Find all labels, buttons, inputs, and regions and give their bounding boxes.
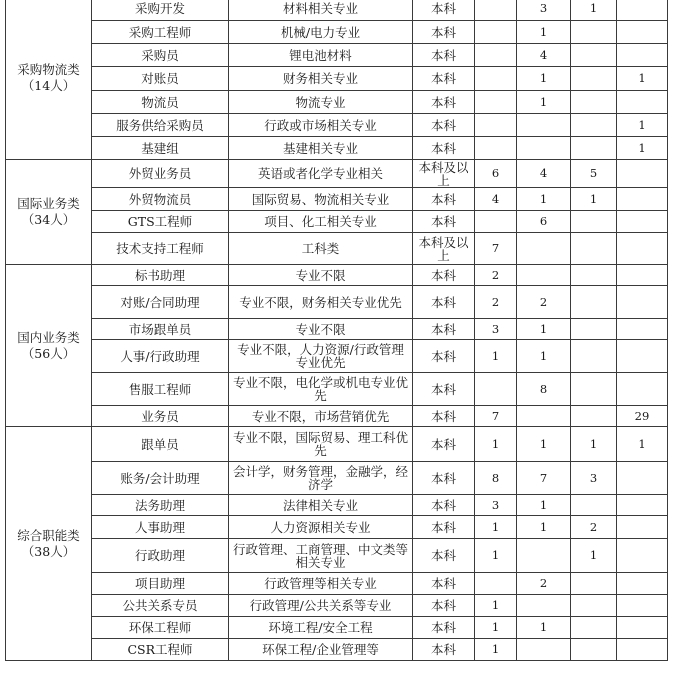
count-cell	[617, 0, 668, 21]
count-cell: 4	[475, 188, 517, 211]
count-cell	[617, 639, 668, 661]
count-cell	[571, 406, 617, 427]
major-cell: 专业不限	[229, 265, 413, 286]
count-cell: 1	[617, 427, 668, 462]
position-cell: 标书助理	[92, 265, 229, 286]
count-cell	[617, 319, 668, 340]
count-cell	[617, 21, 668, 44]
count-cell	[571, 233, 617, 265]
degree-cell: 本科	[413, 137, 475, 160]
major-cell: 财务相关专业	[229, 67, 413, 91]
major-cell: 英语或者化学专业相关	[229, 160, 413, 188]
count-cell: 3	[475, 495, 517, 516]
table-row	[6, 188, 668, 211]
count-cell	[475, 114, 517, 137]
count-cell	[617, 617, 668, 639]
position-cell: 采购工程师	[92, 21, 229, 44]
position-cell: 公共关系专员	[92, 595, 229, 617]
count-cell	[617, 539, 668, 573]
count-cell	[617, 373, 668, 406]
count-cell	[571, 340, 617, 373]
count-cell	[517, 114, 571, 137]
count-cell	[517, 539, 571, 573]
major-cell: 工科类	[229, 233, 413, 265]
major-cell: 专业不限，人力资源/行政管理专业优先	[229, 340, 413, 373]
count-cell: 8	[475, 462, 517, 495]
count-cell	[517, 137, 571, 160]
count-cell	[571, 639, 617, 661]
degree-cell: 本科及以上	[413, 233, 475, 265]
recruitment-table	[5, 0, 668, 661]
major-cell: 专业不限，国际贸易、理工科优先	[229, 427, 413, 462]
table-row	[6, 137, 668, 160]
position-cell: 采购开发	[92, 0, 229, 21]
degree-cell: 本科	[413, 91, 475, 114]
count-cell: 1	[517, 495, 571, 516]
count-cell: 3	[571, 462, 617, 495]
count-cell: 1	[517, 91, 571, 114]
count-cell	[475, 21, 517, 44]
count-cell: 1	[571, 539, 617, 573]
count-cell	[571, 286, 617, 319]
count-cell	[517, 406, 571, 427]
major-cell: 专业不限，财务相关专业优先	[229, 286, 413, 319]
count-cell: 1	[517, 516, 571, 539]
table-row	[6, 539, 668, 573]
position-cell: 项目助理	[92, 573, 229, 595]
table-row	[6, 44, 668, 67]
count-cell	[617, 188, 668, 211]
position-cell: 物流员	[92, 91, 229, 114]
count-cell: 1	[517, 617, 571, 639]
table-row	[6, 495, 668, 516]
count-cell: 1	[517, 319, 571, 340]
count-cell	[571, 211, 617, 233]
count-cell	[475, 0, 517, 21]
category-cell	[6, 427, 92, 661]
table-row	[6, 617, 668, 639]
position-cell: 对账/合同助理	[92, 286, 229, 319]
major-cell: 材料相关专业	[229, 0, 413, 21]
major-cell: 物流专业	[229, 91, 413, 114]
count-cell: 7	[517, 462, 571, 495]
count-cell	[617, 233, 668, 265]
category-name: 国内业务类	[17, 329, 80, 345]
count-cell	[617, 573, 668, 595]
category-name: 采购物流类	[17, 61, 80, 77]
count-cell	[617, 495, 668, 516]
count-cell	[517, 265, 571, 286]
count-cell: 2	[517, 573, 571, 595]
table-row	[6, 160, 668, 188]
degree-cell: 本科	[413, 340, 475, 373]
degree-cell: 本科	[413, 595, 475, 617]
count-cell: 4	[517, 160, 571, 188]
count-cell	[571, 595, 617, 617]
degree-cell: 本科及以上	[413, 160, 475, 188]
position-cell: 环保工程师	[92, 617, 229, 639]
count-cell: 1	[517, 427, 571, 462]
count-cell	[475, 91, 517, 114]
degree-cell: 本科	[413, 573, 475, 595]
table-row	[6, 21, 668, 44]
count-cell: 7	[475, 233, 517, 265]
position-cell: GTS工程师	[92, 211, 229, 233]
degree-cell: 本科	[413, 617, 475, 639]
category-name: 综合职能类	[17, 527, 80, 543]
category-headcount: （14人）	[21, 77, 76, 93]
count-cell: 8	[517, 373, 571, 406]
degree-cell: 本科	[413, 406, 475, 427]
count-cell	[571, 44, 617, 67]
category-headcount: （34人）	[21, 212, 76, 227]
major-cell: 人力资源相关专业	[229, 516, 413, 539]
position-cell: 基建组	[92, 137, 229, 160]
count-cell	[571, 21, 617, 44]
position-cell: 人事/行政助理	[92, 340, 229, 373]
count-cell	[571, 137, 617, 160]
position-cell: CSR工程师	[92, 639, 229, 661]
table-body	[6, 0, 668, 661]
degree-cell: 本科	[413, 373, 475, 406]
count-cell	[475, 373, 517, 406]
count-cell	[571, 373, 617, 406]
count-cell	[617, 516, 668, 539]
count-cell: 2	[571, 516, 617, 539]
major-cell: 专业不限，市场营销优先	[229, 406, 413, 427]
count-cell	[475, 573, 517, 595]
count-cell: 1	[571, 427, 617, 462]
count-cell	[571, 617, 617, 639]
table-row	[6, 286, 668, 319]
count-cell: 1	[617, 137, 668, 160]
position-cell: 行政助理	[92, 539, 229, 573]
category-name: 国际业务类	[17, 196, 80, 211]
degree-cell: 本科	[413, 427, 475, 462]
table-row	[6, 573, 668, 595]
degree-cell: 本科	[413, 21, 475, 44]
degree-cell: 本科	[413, 495, 475, 516]
count-cell	[571, 495, 617, 516]
table-row	[6, 595, 668, 617]
count-cell: 1	[475, 595, 517, 617]
count-cell: 4	[517, 44, 571, 67]
category-headcount: （56人）	[21, 345, 76, 361]
table-row	[6, 373, 668, 406]
position-cell: 市场跟单员	[92, 319, 229, 340]
table-row	[6, 639, 668, 661]
count-cell: 1	[517, 21, 571, 44]
degree-cell: 本科	[413, 114, 475, 137]
count-cell: 1	[475, 340, 517, 373]
count-cell	[617, 265, 668, 286]
count-cell: 1	[617, 114, 668, 137]
degree-cell: 本科	[413, 265, 475, 286]
count-cell: 2	[517, 286, 571, 319]
position-cell: 采购员	[92, 44, 229, 67]
degree-cell: 本科	[413, 211, 475, 233]
count-cell: 29	[617, 406, 668, 427]
category-cell	[6, 160, 92, 265]
count-cell: 1	[517, 67, 571, 91]
count-cell	[617, 160, 668, 188]
count-cell	[617, 340, 668, 373]
count-cell: 1	[475, 639, 517, 661]
count-cell: 1	[517, 188, 571, 211]
position-cell: 售服工程师	[92, 373, 229, 406]
major-cell: 会计学，财务管理，金融学，经济学	[229, 462, 413, 495]
count-cell: 1	[617, 67, 668, 91]
table-row	[6, 233, 668, 265]
count-cell: 2	[475, 265, 517, 286]
count-cell	[517, 639, 571, 661]
count-cell	[475, 137, 517, 160]
count-cell	[617, 44, 668, 67]
count-cell	[475, 67, 517, 91]
count-cell	[517, 595, 571, 617]
count-cell	[571, 114, 617, 137]
count-cell	[617, 91, 668, 114]
count-cell: 1	[571, 0, 617, 21]
degree-cell: 本科	[413, 44, 475, 67]
major-cell: 锂电池材料	[229, 44, 413, 67]
count-cell: 6	[475, 160, 517, 188]
position-cell: 人事助理	[92, 516, 229, 539]
position-cell: 外贸物流员	[92, 188, 229, 211]
count-cell	[617, 211, 668, 233]
count-cell	[517, 233, 571, 265]
recruitment-table-container	[5, 0, 668, 661]
count-cell: 5	[571, 160, 617, 188]
table-row	[6, 427, 668, 462]
degree-cell: 本科	[413, 188, 475, 211]
count-cell: 1	[475, 427, 517, 462]
count-cell	[571, 91, 617, 114]
major-cell: 环境工程/安全工程	[229, 617, 413, 639]
count-cell: 6	[517, 211, 571, 233]
table-row	[6, 114, 668, 137]
count-cell: 1	[517, 340, 571, 373]
count-cell: 2	[475, 286, 517, 319]
table-row	[6, 265, 668, 286]
major-cell: 行政或市场相关专业	[229, 114, 413, 137]
category-cell	[6, 0, 92, 160]
position-cell: 法务助理	[92, 495, 229, 516]
count-cell: 1	[475, 617, 517, 639]
position-cell: 账务/会计助理	[92, 462, 229, 495]
degree-cell: 本科	[413, 286, 475, 319]
position-cell: 外贸业务员	[92, 160, 229, 188]
table-row	[6, 406, 668, 427]
position-cell: 技术支持工程师	[92, 233, 229, 265]
major-cell: 专业不限，电化学或机电专业优先	[229, 373, 413, 406]
major-cell: 环保工程/企业管理等	[229, 639, 413, 661]
table-row	[6, 319, 668, 340]
count-cell: 3	[517, 0, 571, 21]
count-cell	[571, 67, 617, 91]
count-cell: 1	[475, 539, 517, 573]
degree-cell: 本科	[413, 67, 475, 91]
count-cell	[475, 44, 517, 67]
table-row	[6, 211, 668, 233]
degree-cell: 本科	[413, 639, 475, 661]
major-cell: 专业不限	[229, 319, 413, 340]
table-row	[6, 0, 668, 21]
position-cell: 服务供给采购员	[92, 114, 229, 137]
count-cell	[617, 286, 668, 319]
count-cell: 7	[475, 406, 517, 427]
major-cell: 行政管理等相关专业	[229, 573, 413, 595]
major-cell: 国际贸易、物流相关专业	[229, 188, 413, 211]
count-cell	[475, 211, 517, 233]
major-cell: 项目、化工相关专业	[229, 211, 413, 233]
major-cell: 行政管理、工商管理、中文类等相关专业	[229, 539, 413, 573]
count-cell: 1	[571, 188, 617, 211]
count-cell: 1	[475, 516, 517, 539]
major-cell: 法律相关专业	[229, 495, 413, 516]
count-cell	[571, 319, 617, 340]
position-cell: 对账员	[92, 67, 229, 91]
category-cell	[6, 265, 92, 427]
degree-cell: 本科	[413, 0, 475, 21]
count-cell	[571, 265, 617, 286]
count-cell	[617, 595, 668, 617]
count-cell: 3	[475, 319, 517, 340]
table-row	[6, 516, 668, 539]
position-cell: 跟单员	[92, 427, 229, 462]
count-cell	[571, 573, 617, 595]
table-row	[6, 67, 668, 91]
major-cell: 行政管理/公共关系等专业	[229, 595, 413, 617]
category-headcount: （38人）	[21, 543, 76, 559]
degree-cell: 本科	[413, 516, 475, 539]
table-row	[6, 462, 668, 495]
major-cell: 基建相关专业	[229, 137, 413, 160]
table-row	[6, 91, 668, 114]
major-cell: 机械/电力专业	[229, 21, 413, 44]
degree-cell: 本科	[413, 462, 475, 495]
table-row	[6, 340, 668, 373]
degree-cell: 本科	[413, 539, 475, 573]
degree-cell: 本科	[413, 319, 475, 340]
count-cell	[617, 462, 668, 495]
position-cell: 业务员	[92, 406, 229, 427]
